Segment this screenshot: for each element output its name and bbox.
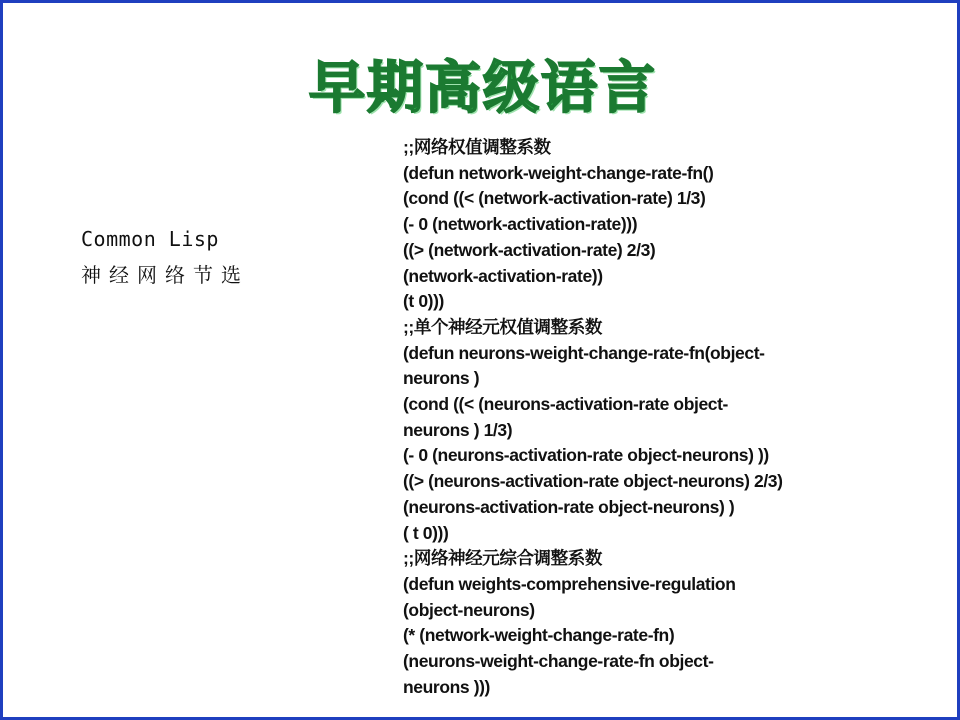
code-line: (defun neurons-weight-change-rate-fn(object- [403, 342, 765, 363]
code-block [403, 135, 873, 700]
page-title: 早期高级语言 [309, 56, 657, 121]
code-line: (defun network-weight-change-rate-fn() [403, 162, 714, 183]
code-line: (defun weights-comprehensive-regulation [403, 573, 736, 594]
code-line: ( t 0))) [403, 522, 449, 543]
code-line: (network-activation-rate)) [403, 265, 603, 286]
code-line: (cond ((< (neurons-activation-rate object- [403, 394, 728, 415]
code-line: (* (network-weight-change-rate-fn) [403, 625, 675, 646]
code-line: (cond ((< (network-activation-rate) 1/3) [403, 188, 706, 209]
excerpt-label: 神经网络节选 [81, 263, 249, 287]
code-line: (neurons-weight-change-rate-fn object- [403, 651, 714, 672]
code-line: neurons ) 1/3) [403, 419, 513, 440]
code-line: ;;网络权值调整系数 [403, 137, 551, 157]
code-line: ;;单个神经元权值调整系数 [403, 316, 602, 337]
language-label: Common Lisp [81, 227, 219, 251]
code-line: (- 0 (network-activation-rate))) [403, 214, 638, 235]
code-line: ((> (neurons-activation-rate object-neurons) 2/3) [403, 471, 783, 492]
code-line: (- 0 (neurons-activation-rate object-neurons) )) [403, 445, 769, 466]
code-line: ;;网络神经元综合调整系数 [403, 548, 602, 569]
sidebar-caption [81, 225, 381, 289]
code-line: (object-neurons) [403, 599, 535, 620]
code-line: neurons ))) [403, 676, 490, 697]
code-line: ((> (network-activation-rate) 2/3) [403, 239, 656, 260]
code-line: (t 0))) [403, 291, 444, 312]
code-line: neurons ) [403, 368, 480, 389]
code-line: (neurons-activation-rate object-neurons) ) [403, 496, 735, 517]
